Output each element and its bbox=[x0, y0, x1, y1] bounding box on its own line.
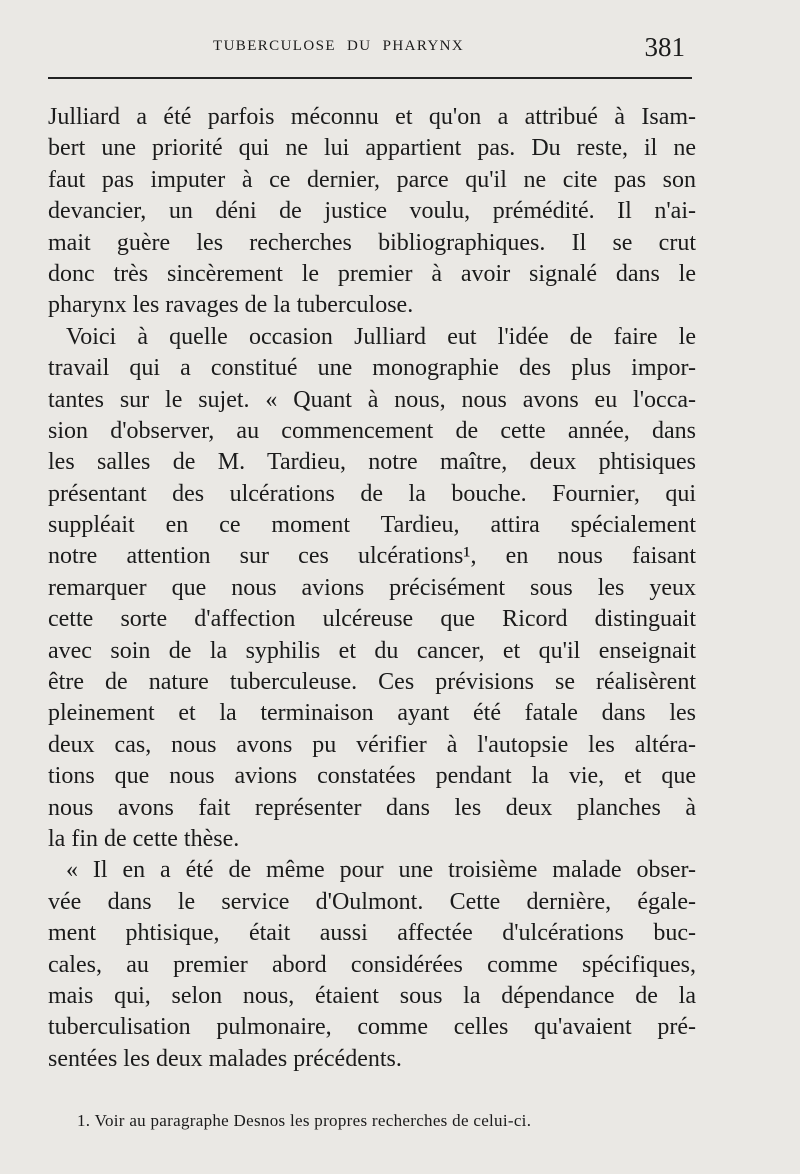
text-line: mait guère les recherches bibliographiques. Il se crut bbox=[48, 229, 696, 256]
text-line: deux cas, nous avons pu vérifier à l'autopsie les altéra- bbox=[48, 731, 696, 758]
text-line: « Il en a été de même pour une troisième malade obser- bbox=[66, 857, 696, 884]
header-rule bbox=[48, 77, 692, 79]
text-line: ment phtisique, était aussi affectée d'ulcérations buc- bbox=[48, 920, 696, 947]
text-line: bert une priorité qui ne lui appartient pas. Du reste, il ne bbox=[48, 135, 696, 162]
text-line: la fin de cette thèse. bbox=[48, 825, 240, 852]
footnote: 1. Voir au paragraphe Desnos les propres recherches de celui-ci. bbox=[77, 1111, 532, 1130]
text-line: notre attention sur ces ulcérations¹, en nous faisant bbox=[48, 543, 696, 570]
text-line: sentées les deux malades précédents. bbox=[48, 1045, 402, 1072]
text-line: remarquer que nous avions précisément sous les yeux bbox=[48, 574, 696, 601]
text-line: tuberculisation pulmonaire, comme celles qu'avaient pré- bbox=[48, 1014, 696, 1041]
text-line: présentant des ulcérations de la bouche. Fournier, qui bbox=[48, 480, 696, 507]
text-line: nous avons fait représenter dans les deux planches à bbox=[48, 794, 696, 821]
text-line: être de nature tuberculeuse. Ces prévisions se réalisèrent bbox=[48, 669, 696, 696]
body-text bbox=[48, 102, 696, 1075]
text-line: Julliard a été parfois méconnu et qu'on a attribué à Isam- bbox=[48, 104, 696, 130]
text-line: mais qui, selon nous, étaient sous la dépendance de la bbox=[48, 982, 696, 1009]
text-line: pleinement et la terminaison ayant été fatale dans les bbox=[48, 700, 696, 727]
text-line: donc très sincèrement le premier à avoir signalé dans le bbox=[48, 260, 696, 287]
text-line: avec soin de la syphilis et du cancer, et qu'il enseignait bbox=[48, 637, 696, 664]
text-line: tantes sur le sujet. « Quant à nous, nous avons eu l'occa- bbox=[48, 386, 696, 413]
running-header bbox=[213, 34, 693, 64]
text-line: devancier, un déni de justice voulu, prémédité. Il n'ai- bbox=[48, 198, 696, 225]
text-line: faut pas imputer à ce dernier, parce qu'il ne cite pas son bbox=[48, 166, 696, 193]
text-line: pharynx les ravages de la tuberculose. bbox=[48, 292, 414, 319]
text-line: tions que nous avions constatées pendant la vie, et que bbox=[48, 763, 696, 790]
running-title: TUBERCULOSE DU PHARYNX bbox=[213, 38, 465, 54]
text-line: Voici à quelle occasion Julliard eut l'idée de faire le bbox=[66, 323, 696, 350]
page-number: 381 bbox=[644, 32, 685, 62]
text-line: cette sorte d'affection ulcéreuse que Ricord distinguait bbox=[48, 606, 696, 633]
text-line: vée dans le service d'Oulmont. Cette dernière, égale- bbox=[48, 888, 696, 915]
text-line: sion d'observer, au commencement de cette année, dans bbox=[48, 417, 696, 444]
text-line: travail qui a constitué une monographie des plus impor- bbox=[48, 355, 696, 382]
text-line: les salles de M. Tardieu, notre maître, deux phtisiques bbox=[48, 449, 696, 476]
text-line: cales, au premier abord considérées comme spécifiques, bbox=[48, 951, 696, 978]
text-line: suppléait en ce moment Tardieu, attira spécialement bbox=[48, 512, 696, 539]
